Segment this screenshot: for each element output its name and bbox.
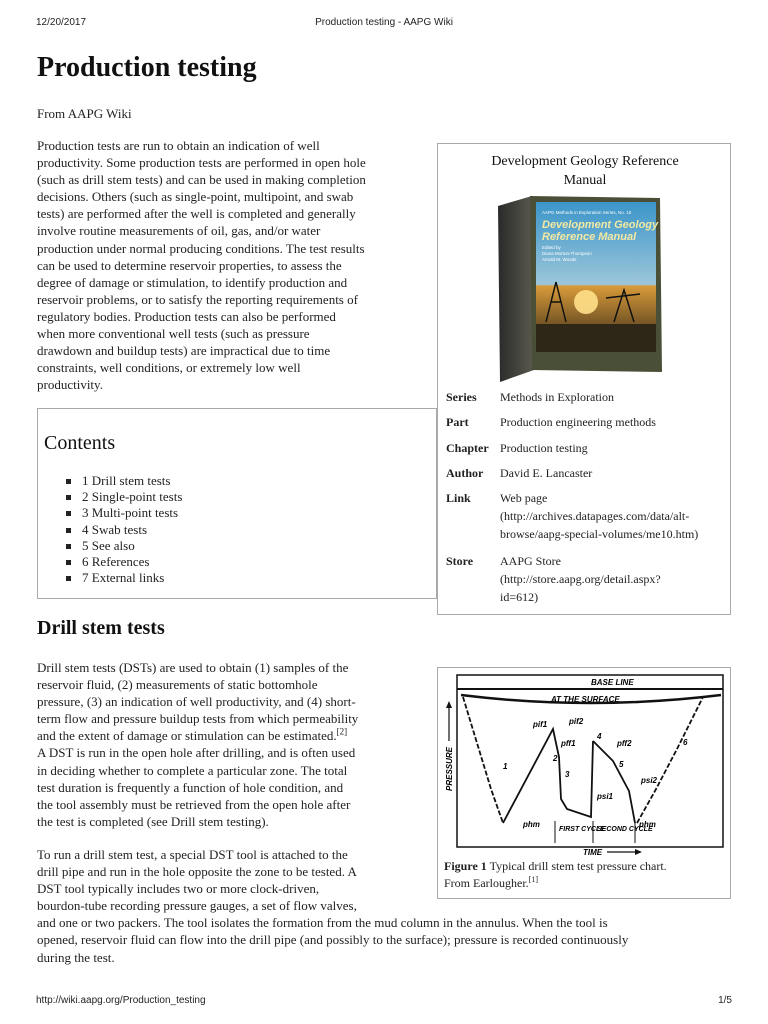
pressure-axis-label: PRESSURE <box>445 746 454 791</box>
time-axis-arrowhead <box>635 849 642 855</box>
dst-line: To run a drill stem test, a special DST tool is attached to the <box>37 847 348 862</box>
reference-link[interactable]: [2] <box>336 727 348 738</box>
dst-line: pressure, (3) an indication of well productivity, and (4) short- <box>37 694 356 710</box>
toc-list <box>66 473 182 586</box>
toc-item[interactable]: 2 Single-point tests <box>66 489 182 505</box>
intro-line: drawdown and buildup tests) are impractical due to time <box>37 343 331 359</box>
print-date: 12/20/2017 <box>36 17 87 28</box>
dst-line: the test is completed (see Drill stem testing). <box>37 813 269 829</box>
intro-line: Production tests are run to obtain an indication of well <box>37 138 320 153</box>
infobox-key: Link <box>446 491 471 505</box>
toc-item[interactable]: 1 Drill stem tests <box>66 473 182 489</box>
infobox-value: David E. Lancaster <box>500 466 593 480</box>
cover-editors-line: Arnold M. Woods <box>542 257 577 262</box>
toc-item[interactable]: 3 Multi-point tests <box>66 505 182 521</box>
segment-number: 6 <box>683 738 688 747</box>
dst-line: reservoir fluid, (2) measurements of static bottomhole <box>37 677 318 693</box>
dst-line: in deciding whether to complete a particular zone. The total <box>37 762 348 778</box>
run-in-curve <box>463 697 503 823</box>
cover-flare <box>574 290 598 314</box>
dst-pressure-chart[interactable] <box>441 671 727 857</box>
cover-series-text: AAPG Methods in Exploration Series, No. 10 <box>542 210 632 215</box>
binder-spine <box>498 196 534 382</box>
intro-line: (such as drill stem tests) and can be used in making completion <box>37 172 366 188</box>
source-note: From AAPG Wiki <box>37 106 132 121</box>
toc-item[interactable]: 7 External links <box>66 570 182 586</box>
dst-line: test duration is frequently a function of hole condition, and <box>37 779 344 795</box>
intro-line: reservoir problems, or to satisfy the reporting requirements of <box>37 291 358 307</box>
label-pff1: pff1 <box>561 739 576 748</box>
dst-line: DST tool typically includes two or more clock-driven, <box>37 881 320 897</box>
infobox-value: Production engineering methods <box>500 415 656 429</box>
pressure-axis-arrowhead <box>446 701 452 708</box>
dst-line: and the extent of damage or stimulation can be estimated.[2] <box>37 727 348 744</box>
intro-line: regulatory bodies. Production tests can also be performed <box>37 308 336 324</box>
intro-line: can be used to determine reservoir properties, to assess the <box>37 257 342 273</box>
intro-line: productivity. <box>37 377 103 393</box>
label-pff2: pff2 <box>617 739 632 748</box>
label-psi1: psi1 <box>597 792 614 801</box>
infobox-title-line: Development Geology Reference <box>491 154 679 169</box>
first-cycle-curve <box>503 729 593 823</box>
dst-line: the tool assembly must be retrieved from the open hole after <box>37 796 351 812</box>
segment-number: 4 <box>597 732 602 741</box>
intro-line: productivity. Some production tests are performed in open hole <box>37 155 366 171</box>
intro-line: degree of damage or stimulation, to identify production and <box>37 274 348 290</box>
reference-link[interactable]: [1] <box>528 875 538 884</box>
intro-paragraph <box>37 137 432 393</box>
dst-line: during the test. <box>37 949 115 965</box>
figure-box <box>437 667 731 899</box>
label-phm-right: phm <box>639 820 656 829</box>
dst-line: drill pipe and run in the hole opposite the zone to be tested. A <box>37 864 357 880</box>
label-pif2: pif2 <box>569 717 584 726</box>
caption-line: Figure 1 Typical drill stem test pressure chart. <box>444 859 667 873</box>
dst-paragraph-1 <box>37 659 432 830</box>
second-cycle-curve <box>593 741 635 823</box>
toc-item[interactable]: 5 See also <box>66 538 182 554</box>
toc-item[interactable]: 6 References <box>66 554 182 570</box>
print-url: http://wiki.aapg.org/Production_testing <box>36 995 206 1006</box>
cover-title-line2: Reference Manual <box>542 231 637 243</box>
print-page-number: 1/5 <box>718 995 732 1006</box>
infobox-key: Part <box>446 415 469 429</box>
infobox-value: Production testing <box>500 441 588 455</box>
infobox-key: Chapter <box>446 441 489 455</box>
infobox-value: Methods in Exploration <box>500 390 614 404</box>
infobox <box>437 143 731 615</box>
first-cycle-label: FIRST CYCLE <box>559 826 605 833</box>
toc-heading: Contents <box>44 432 116 454</box>
infobox-key: Series <box>446 390 477 404</box>
cover-title-line1: Development Geology <box>542 219 659 231</box>
infobox-link[interactable]: Web page (http://archives.datapages.com/data/alt- browse/aapg-special-volumes/me10.htm) <box>500 491 699 541</box>
label-psi2: psi2 <box>641 776 658 785</box>
dst-line: term flow and pressure buildup tests from which permeability <box>37 711 359 727</box>
page-title: Production testing <box>37 52 257 83</box>
dst-line: A DST is run in the open hole after drilling, and is often used <box>37 745 356 761</box>
segment-number: 3 <box>565 770 570 779</box>
infobox-store-link[interactable]: AAPG Store (http://store.aapg.org/detail.aspx? id=612) <box>500 554 661 604</box>
cover-editors-line: Diana Morton-Thompson <box>542 251 592 256</box>
time-axis-label: TIME <box>583 848 603 857</box>
segment-number: 1 <box>503 762 508 771</box>
infobox-title <box>438 152 732 190</box>
dst-line: and one or two packers. The tool isolates the formation from the mud column in the annulus. When the tool is <box>37 915 608 931</box>
figure-caption <box>444 858 724 892</box>
intro-line: tests) are performed after the well is completed and generally <box>37 206 356 222</box>
label-pif1: pif1 <box>533 720 548 729</box>
infobox-key: Store <box>446 554 474 568</box>
infobox-key: Author <box>446 466 484 480</box>
intro-line: decisions. Others (such as single-point, multipoint, and swab <box>37 189 354 205</box>
intro-line: when more conventional well tests (such as pressure <box>37 326 310 342</box>
segment-number: 2 <box>553 754 558 763</box>
infobox-title-line: Manual <box>563 173 607 188</box>
print-page-title: Production testing - AAPG Wiki <box>315 17 453 28</box>
table-of-contents <box>37 408 437 599</box>
dst-line: Drill stem tests (DSTs) are used to obtain (1) samples of the <box>37 660 349 675</box>
cover-editors-line: Edited by <box>542 245 561 250</box>
intro-line: production under normal producing conditions. The test results <box>37 240 365 256</box>
segment-number: 5 <box>619 760 624 769</box>
dst-line: bourdon-tube recording pressure gauges, a set of flow valves, <box>37 898 357 914</box>
surface-label: AT THE SURFACE <box>551 695 620 704</box>
label-phm-left: phm <box>523 820 540 829</box>
dst-line: opened, reservoir fluid can flow into the drill pipe (and possibly to the surface); pressure is recorded continuously <box>37 932 629 948</box>
intro-line: involve routine measurements of oil, gas, and/or water <box>37 223 321 239</box>
pull-out-curve <box>637 697 703 823</box>
base-line-label: BASE LINE <box>591 678 634 687</box>
caption-line: From Earlougher.[1] <box>444 875 538 890</box>
intro-line: constraints, well conditions, or extremely low well <box>37 360 301 376</box>
toc-item[interactable]: 4 Swab tests <box>66 522 182 538</box>
manual-cover-image[interactable] <box>494 194 664 384</box>
section-heading-drill-stem-tests: Drill stem tests <box>37 617 165 639</box>
second-cycle-label: SECOND CYCLE <box>597 826 653 833</box>
cover-ground <box>536 324 656 352</box>
